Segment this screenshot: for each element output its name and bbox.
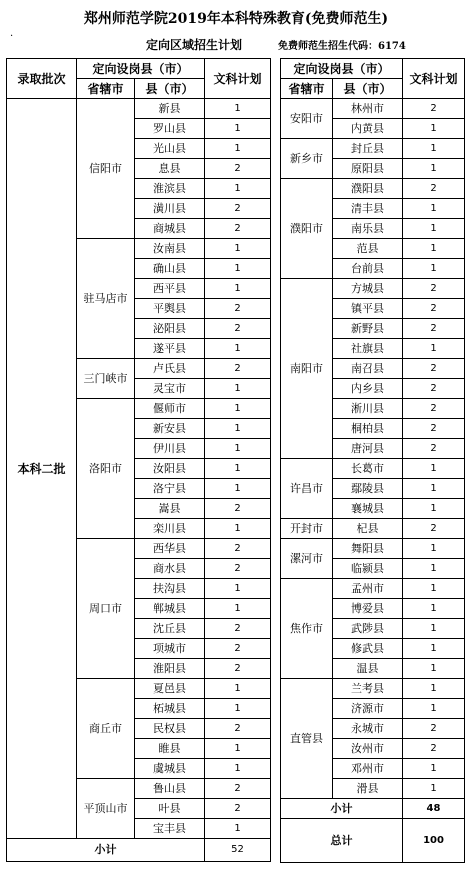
subtotal-row <box>7 839 271 862</box>
table-row <box>281 99 465 119</box>
plan-cell: 1 <box>403 539 465 559</box>
county-cell: 唐河县 <box>333 439 403 459</box>
county-cell: 宝丰县 <box>135 819 205 839</box>
county-header: 县（市） <box>135 79 205 99</box>
plan-cell: 2 <box>205 219 271 239</box>
county-cell: 郸城县 <box>135 599 205 619</box>
total-value: 100 <box>403 819 465 863</box>
left-quota-table <box>6 58 271 862</box>
county-cell: 光山县 <box>135 139 205 159</box>
plan-cell: 1 <box>403 499 465 519</box>
plan-cell: 2 <box>205 359 271 379</box>
plan-cell: 1 <box>403 339 465 359</box>
table-row <box>281 519 465 539</box>
plan-cell: 2 <box>205 159 271 179</box>
plan-cell: 2 <box>403 299 465 319</box>
city-cell: 直管县 <box>281 679 333 799</box>
plan-cell: 1 <box>205 679 271 699</box>
plan-cell: 2 <box>403 99 465 119</box>
plan-cell: 1 <box>205 119 271 139</box>
table-row <box>281 179 465 199</box>
plan-cell: 1 <box>403 239 465 259</box>
plan-cell: 1 <box>403 639 465 659</box>
subtotal-row <box>281 799 465 819</box>
plan-cell: 1 <box>205 259 271 279</box>
county-cell: 临颍县 <box>333 559 403 579</box>
county-cell: 平舆县 <box>135 299 205 319</box>
plan-cell: 1 <box>403 479 465 499</box>
county-cell: 淮阳县 <box>135 659 205 679</box>
city-cell: 濮阳市 <box>281 179 333 279</box>
plan-cell: 1 <box>205 439 271 459</box>
county-cell: 淅川县 <box>333 399 403 419</box>
plan-cell: 1 <box>403 619 465 639</box>
plan-cell: 1 <box>403 219 465 239</box>
plan-cell: 1 <box>205 379 271 399</box>
county-cell: 清丰县 <box>333 199 403 219</box>
plan-cell: 2 <box>403 739 465 759</box>
plan-cell: 1 <box>205 99 271 119</box>
city-cell: 焦作市 <box>281 579 333 679</box>
county-cell: 孟州市 <box>333 579 403 599</box>
plan-cell: 1 <box>205 699 271 719</box>
county-cell: 鄢陵县 <box>333 479 403 499</box>
city-cell: 信阳市 <box>77 99 135 239</box>
plan-cell: 2 <box>403 359 465 379</box>
county-cell: 武陟县 <box>333 619 403 639</box>
plan-cell: 1 <box>205 459 271 479</box>
county-cell: 伊川县 <box>135 439 205 459</box>
table-row <box>281 539 465 559</box>
plan-cell: 1 <box>403 119 465 139</box>
county-cell: 兰考县 <box>333 679 403 699</box>
plan-cell: 1 <box>403 599 465 619</box>
county-cell: 遂平县 <box>135 339 205 359</box>
header-row <box>7 59 271 79</box>
county-cell: 方城县 <box>333 279 403 299</box>
plan-header: 文科计划 <box>205 59 271 99</box>
county-cell: 商水县 <box>135 559 205 579</box>
plan-cell: 1 <box>205 339 271 359</box>
plan-cell: 2 <box>403 179 465 199</box>
county-cell: 济源市 <box>333 699 403 719</box>
plan-cell: 1 <box>403 459 465 479</box>
city-cell: 三门峡市 <box>77 359 135 399</box>
table-row <box>281 459 465 479</box>
county-cell: 内黄县 <box>333 119 403 139</box>
header-row <box>281 59 465 79</box>
county-cell: 永城市 <box>333 719 403 739</box>
county-cell: 濮阳县 <box>333 179 403 199</box>
county-cell: 原阳县 <box>333 159 403 179</box>
plan-cell: 1 <box>205 599 271 619</box>
county-cell: 扶沟县 <box>135 579 205 599</box>
county-cell: 封丘县 <box>333 139 403 159</box>
county-cell: 汝州市 <box>333 739 403 759</box>
city-header: 省辖市 <box>281 79 333 99</box>
plan-cell: 1 <box>403 259 465 279</box>
code-label: 免费师范生招生代码： <box>278 41 378 52</box>
county-cell: 商城县 <box>135 219 205 239</box>
plan-cell: 1 <box>403 559 465 579</box>
county-cell: 泌阳县 <box>135 319 205 339</box>
county-cell: 沈丘县 <box>135 619 205 639</box>
city-cell: 南阳市 <box>281 279 333 459</box>
county-cell: 柘城县 <box>135 699 205 719</box>
subtotal-value: 48 <box>403 799 465 819</box>
plan-cell: 2 <box>205 619 271 639</box>
county-cell: 新野县 <box>333 319 403 339</box>
county-group-header: 定向设岗县（市） <box>281 59 403 79</box>
county-cell: 新县 <box>135 99 205 119</box>
county-cell: 虞城县 <box>135 759 205 779</box>
county-cell: 新安县 <box>135 419 205 439</box>
county-cell: 洛宁县 <box>135 479 205 499</box>
county-cell: 潢川县 <box>135 199 205 219</box>
plan-cell: 2 <box>205 299 271 319</box>
plan-cell: 2 <box>205 319 271 339</box>
plan-cell: 1 <box>205 399 271 419</box>
county-cell: 嵩县 <box>135 499 205 519</box>
plan-cell: 2 <box>403 379 465 399</box>
county-cell: 汝南县 <box>135 239 205 259</box>
subtotal-value: 52 <box>205 839 271 862</box>
plan-cell: 1 <box>403 659 465 679</box>
plan-cell: 2 <box>205 779 271 799</box>
plan-cell: 2 <box>205 499 271 519</box>
county-cell: 睢县 <box>135 739 205 759</box>
county-cell: 博爱县 <box>333 599 403 619</box>
total-row <box>281 819 465 863</box>
county-cell: 叶县 <box>135 799 205 819</box>
plan-cell: 1 <box>205 479 271 499</box>
table-row <box>7 99 271 119</box>
table-row <box>281 139 465 159</box>
county-cell: 罗山县 <box>135 119 205 139</box>
county-cell: 邓州市 <box>333 759 403 779</box>
plan-cell: 1 <box>403 759 465 779</box>
county-cell: 西平县 <box>135 279 205 299</box>
subtotal-label: 小计 <box>281 799 403 819</box>
plan-cell: 1 <box>205 519 271 539</box>
city-cell: 商丘市 <box>77 679 135 779</box>
right-quota-table <box>280 58 465 863</box>
plan-cell: 2 <box>403 439 465 459</box>
plan-cell: 2 <box>205 559 271 579</box>
plan-cell: 1 <box>403 199 465 219</box>
city-cell: 安阳市 <box>281 99 333 139</box>
city-cell: 驻马店市 <box>77 239 135 359</box>
county-cell: 林州市 <box>333 99 403 119</box>
county-cell: 南乐县 <box>333 219 403 239</box>
county-cell: 温县 <box>333 659 403 679</box>
county-group-header: 定向设岗县（市） <box>77 59 205 79</box>
plan-header: 文科计划 <box>403 59 465 99</box>
county-cell: 淮滨县 <box>135 179 205 199</box>
county-cell: 桐柏县 <box>333 419 403 439</box>
county-cell: 长葛市 <box>333 459 403 479</box>
plan-cell: 2 <box>403 719 465 739</box>
table-row <box>281 279 465 299</box>
total-label: 总计 <box>281 819 403 863</box>
subtitle: 定向区域招生计划 <box>146 38 243 52</box>
city-cell: 洛阳市 <box>77 399 135 539</box>
city-cell: 平顶山市 <box>77 779 135 839</box>
county-cell: 滑县 <box>333 779 403 799</box>
county-cell: 鲁山县 <box>135 779 205 799</box>
plan-cell: 1 <box>205 419 271 439</box>
plan-cell: 1 <box>403 779 465 799</box>
county-cell: 舞阳县 <box>333 539 403 559</box>
county-cell: 内乡县 <box>333 379 403 399</box>
plan-cell: 1 <box>403 159 465 179</box>
subtotal-label: 小计 <box>7 839 205 862</box>
plan-cell: 2 <box>205 539 271 559</box>
county-cell: 卢氏县 <box>135 359 205 379</box>
plan-cell: 2 <box>403 399 465 419</box>
stray-dot: . <box>10 28 14 39</box>
code-value: 6174 <box>378 41 406 52</box>
plan-cell: 2 <box>403 319 465 339</box>
county-cell: 确山县 <box>135 259 205 279</box>
county-cell: 项城市 <box>135 639 205 659</box>
county-cell: 西华县 <box>135 539 205 559</box>
plan-cell: 2 <box>205 719 271 739</box>
city-cell: 新乡市 <box>281 139 333 179</box>
county-cell: 栾川县 <box>135 519 205 539</box>
plan-cell: 2 <box>205 639 271 659</box>
city-cell: 漯河市 <box>281 539 333 579</box>
plan-cell: 1 <box>403 699 465 719</box>
plan-cell: 1 <box>403 679 465 699</box>
city-cell: 开封市 <box>281 519 333 539</box>
table-row <box>281 579 465 599</box>
admission-code <box>278 37 406 52</box>
plan-cell: 1 <box>403 139 465 159</box>
county-cell: 偃师市 <box>135 399 205 419</box>
plan-cell: 2 <box>403 419 465 439</box>
county-cell: 息县 <box>135 159 205 179</box>
plan-cell: 1 <box>205 239 271 259</box>
plan-cell: 1 <box>205 759 271 779</box>
county-cell: 南召县 <box>333 359 403 379</box>
county-cell: 民权县 <box>135 719 205 739</box>
plan-cell: 1 <box>205 579 271 599</box>
county-cell: 范县 <box>333 239 403 259</box>
county-cell: 镇平县 <box>333 299 403 319</box>
county-header: 县（市） <box>333 79 403 99</box>
page-title: 郑州师范学院2019年本科特殊教育(免费师范生) <box>83 11 389 27</box>
plan-cell: 2 <box>403 279 465 299</box>
plan-cell: 1 <box>205 139 271 159</box>
batch-header: 录取批次 <box>7 59 77 99</box>
plan-cell: 2 <box>205 799 271 819</box>
county-cell: 汝阳县 <box>135 459 205 479</box>
county-cell: 台前县 <box>333 259 403 279</box>
city-cell: 周口市 <box>77 539 135 679</box>
plan-cell: 2 <box>205 199 271 219</box>
plan-cell: 1 <box>205 279 271 299</box>
plan-cell: 1 <box>403 579 465 599</box>
county-cell: 襄城县 <box>333 499 403 519</box>
plan-cell: 1 <box>205 739 271 759</box>
plan-cell: 2 <box>403 519 465 539</box>
city-cell: 许昌市 <box>281 459 333 519</box>
plan-cell: 1 <box>205 179 271 199</box>
batch-cell: 本科二批 <box>7 99 77 839</box>
county-cell: 修武县 <box>333 639 403 659</box>
plan-cell: 1 <box>205 819 271 839</box>
city-header: 省辖市 <box>77 79 135 99</box>
county-cell: 夏邑县 <box>135 679 205 699</box>
county-cell: 社旗县 <box>333 339 403 359</box>
table-row <box>281 679 465 699</box>
county-cell: 杞县 <box>333 519 403 539</box>
plan-cell: 2 <box>205 659 271 679</box>
county-cell: 灵宝市 <box>135 379 205 399</box>
